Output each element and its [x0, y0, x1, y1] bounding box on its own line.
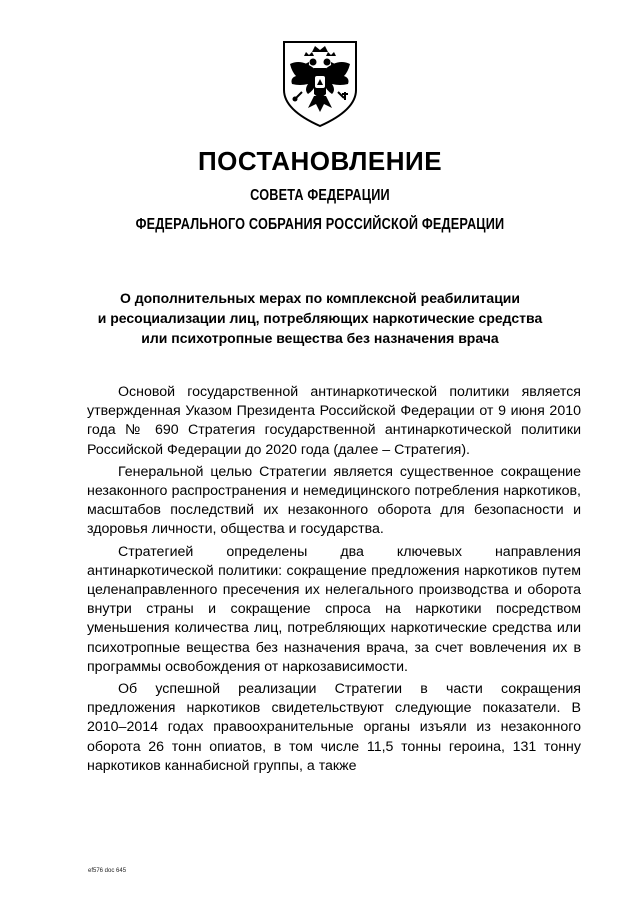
body-paragraph: Стратегией определены два ключевых направления антинаркотической политики: сокращение предложения наркотиков путем целенаправленного пресечения их нелегального производства и оборота внутри страны и сокращение спроса на наркотики посредством уменьшения количества лиц, потребляющих наркотические средства или психотропные вещества без назначения врача, за счет вовлечения их в программы освобождения от наркозависимости.	[87, 543, 581, 675]
heading-line: О дополнительных мерах по комплексной реабилитации	[119, 290, 521, 306]
body-paragraph: Генеральной целью Стратегии является существенное сокращение незаконного распространения и немедицинского потребления наркотиков, масштабов последствий их незаконного оборота для безопасности и здоровья личности, общества и государства.	[87, 463, 581, 538]
heading-line: или психотропные вещества без назначения врача	[141, 330, 499, 346]
document-title: ПОСТАНОВЛЕНИЕ	[197, 146, 443, 176]
footer-document-code: ef576 doc 645	[88, 868, 127, 874]
resolution-heading	[60, 288, 580, 348]
body-paragraph: Об успешной реализации Стратегии в части сокращения предложения наркотиков свидетельствуют следующие показатели. В 2010–2014 годах правоохранительные органы изъяли из незаконного оборота 26 тонн опиатов, в том числе 11,5 тонны героина, 131 тонну наркотиков каннабисной группы, а также	[87, 681, 581, 774]
document-subtitle-council: СОВЕТА ФЕДЕРАЦИИ	[250, 187, 390, 204]
document-body	[87, 383, 581, 776]
coat-of-arms-icon	[274, 38, 366, 130]
heading-line: и ресоциализации лиц, потребляющих наркотические средства	[97, 310, 543, 326]
document-subtitle-assembly: ФЕДЕРАЛЬНОГО СОБРАНИЯ РОССИЙСКОЙ ФЕДЕРАЦИИ	[135, 216, 505, 233]
body-paragraph: Основой государственной антинаркотической политики является утвержденная Указом Президента Российской Федерации от 9 июня 2010 года № 690 Стратегия государственной антинаркотической политики Российской Федерации до 2020 года (далее – Стратегия).	[87, 384, 581, 458]
